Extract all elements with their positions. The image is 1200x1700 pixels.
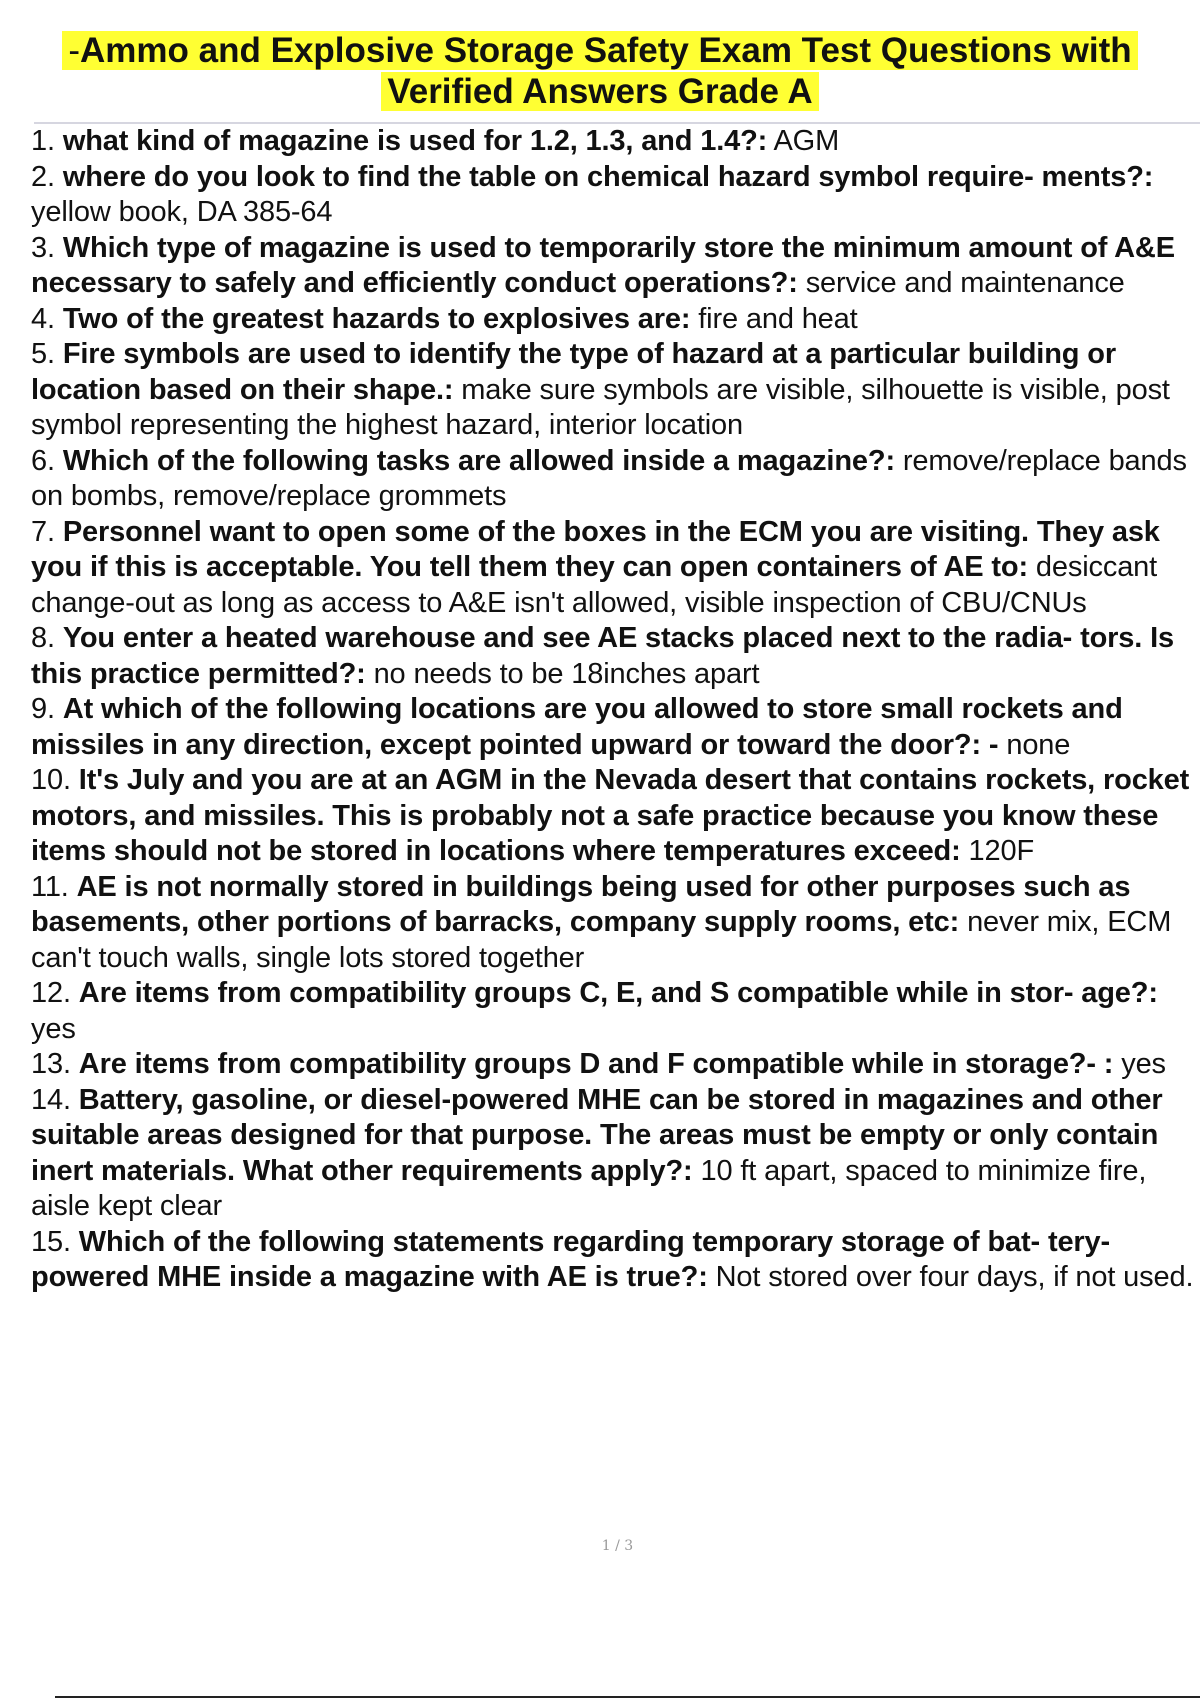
footer-divider bbox=[55, 1696, 1200, 1698]
question-number: 7. bbox=[31, 515, 55, 548]
answer-text: yes bbox=[31, 1012, 76, 1045]
qa-item bbox=[31, 621, 1195, 692]
question-number: 13. bbox=[31, 1048, 71, 1080]
qa-item bbox=[31, 1083, 1195, 1225]
question-text: where do you look to find the table on chemical hazard symbol require- ments?: bbox=[62, 160, 1154, 193]
qa-item bbox=[31, 231, 1195, 302]
qa-item bbox=[31, 976, 1195, 1047]
qa-item bbox=[31, 337, 1195, 444]
question-text: Which type of magazine is used to temporarily store the minimum amount of A&E necessary to safely and efficiently conduct operations?: bbox=[31, 231, 1175, 299]
qa-item bbox=[31, 515, 1195, 622]
document-title bbox=[30, 30, 1170, 112]
question-number: 5. bbox=[31, 338, 55, 370]
title-line-1 bbox=[62, 31, 1137, 70]
qa-item bbox=[31, 160, 1195, 231]
qa-item bbox=[31, 124, 1195, 160]
question-number: 10. bbox=[31, 764, 71, 796]
question-number: 14. bbox=[31, 1083, 71, 1116]
title-dash: - bbox=[68, 31, 81, 70]
qa-item bbox=[31, 870, 1195, 977]
question-text: AE is not normally stored in buildings being used for other purposes such as basements, other portions of barracks, company supply rooms, etc: bbox=[31, 870, 1131, 938]
title-line-2: Verified Answers Grade A bbox=[381, 72, 818, 111]
question-number: 1. bbox=[31, 125, 55, 157]
qa-item bbox=[31, 302, 1195, 338]
answer-text: desiccant change-out as long as access to A&E isn't allowed, visible inspection of CBU/CNUs bbox=[31, 551, 1158, 619]
answer-text: 120F bbox=[968, 835, 1035, 867]
answer-text: never mix, ECM can't touch walls, single lots stored together bbox=[31, 906, 1172, 974]
question-number: 6. bbox=[31, 444, 55, 477]
page-number: 1 / 3 bbox=[601, 1538, 634, 1554]
answer-text: Not stored over four days, if not used. bbox=[715, 1261, 1194, 1293]
question-text: Which of the following tasks are allowed inside a magazine?: bbox=[62, 444, 895, 477]
question-text: Are items from compatibility groups D and F compatible while in storage?- : bbox=[78, 1048, 1114, 1080]
question-text: At which of the following locations are you allowed to store small rockets and missiles in any direction, except pointed upward or toward the door?: - bbox=[31, 693, 1123, 761]
answer-text: AGM bbox=[773, 125, 840, 157]
answer-text: no needs to be 18inches apart bbox=[373, 657, 760, 690]
qa-item bbox=[31, 1047, 1195, 1083]
title-text-1: Ammo and Explosive Storage Safety Exam Test Questions with bbox=[80, 31, 1132, 70]
answer-text: yellow book, DA 385-64 bbox=[31, 196, 333, 228]
question-text: Personnel want to open some of the boxes in the ECM you are visiting. They ask you if this is acceptable. You tell them they can open containers of AE to: bbox=[31, 515, 1160, 583]
answer-text: none bbox=[1006, 728, 1071, 761]
question-number: 8. bbox=[31, 622, 55, 654]
qa-item bbox=[31, 763, 1195, 870]
answer-text: fire and heat bbox=[698, 302, 858, 335]
question-answer-list bbox=[31, 124, 1195, 1296]
question-number: 11. bbox=[31, 870, 69, 903]
question-text: what kind of magazine is used for 1.2, 1.3, and 1.4?: bbox=[62, 125, 768, 157]
question-number: 2. bbox=[31, 160, 55, 193]
question-number: 12. bbox=[31, 977, 71, 1009]
question-text: Two of the greatest hazards to explosives are: bbox=[62, 302, 691, 335]
question-number: 3. bbox=[31, 231, 55, 264]
qa-item bbox=[31, 444, 1195, 515]
answer-text: service and maintenance bbox=[805, 267, 1125, 299]
question-text: It's July and you are at an AGM in the Nevada desert that contains rockets, rocket motors, and missiles. This is probably not a safe practice because you know these items should not be stored in locations where temperatures exceed: bbox=[31, 764, 1190, 867]
question-text: Which of the following statements regarding temporary storage of bat- tery-powered MHE inside a magazine with AE is true?: bbox=[31, 1225, 1111, 1293]
question-text: Fire symbols are used to identify the type of hazard at a particular building or location based on their shape.: bbox=[31, 338, 1116, 406]
answer-text: remove/replace bands on bombs, remove/replace grommets bbox=[31, 444, 1187, 512]
answer-text: yes bbox=[1121, 1048, 1166, 1080]
question-number: 9. bbox=[31, 693, 55, 725]
qa-item bbox=[31, 1225, 1195, 1296]
question-text: Are items from compatibility groups C, E, and S compatible while in stor- age?: bbox=[78, 977, 1158, 1009]
question-text: You enter a heated warehouse and see AE stacks placed next to the radia- tors. Is this practice permitted?: bbox=[31, 622, 1174, 690]
question-number: 4. bbox=[31, 302, 55, 335]
answer-text: 10 ft apart, spaced to minimize fire, aisle kept clear bbox=[31, 1154, 1147, 1222]
answer-text: make sure symbols are visible, silhouette is visible, post symbol representing the highest hazard, interior location bbox=[31, 373, 1170, 441]
qa-item bbox=[31, 692, 1195, 763]
question-number: 15. bbox=[31, 1225, 71, 1258]
question-text: Battery, gasoline, or diesel-powered MHE can be stored in magazines and other suitable areas designed for that purpose. The areas must be empty or only contain inert materials. What other requirements apply?: bbox=[31, 1083, 1163, 1187]
